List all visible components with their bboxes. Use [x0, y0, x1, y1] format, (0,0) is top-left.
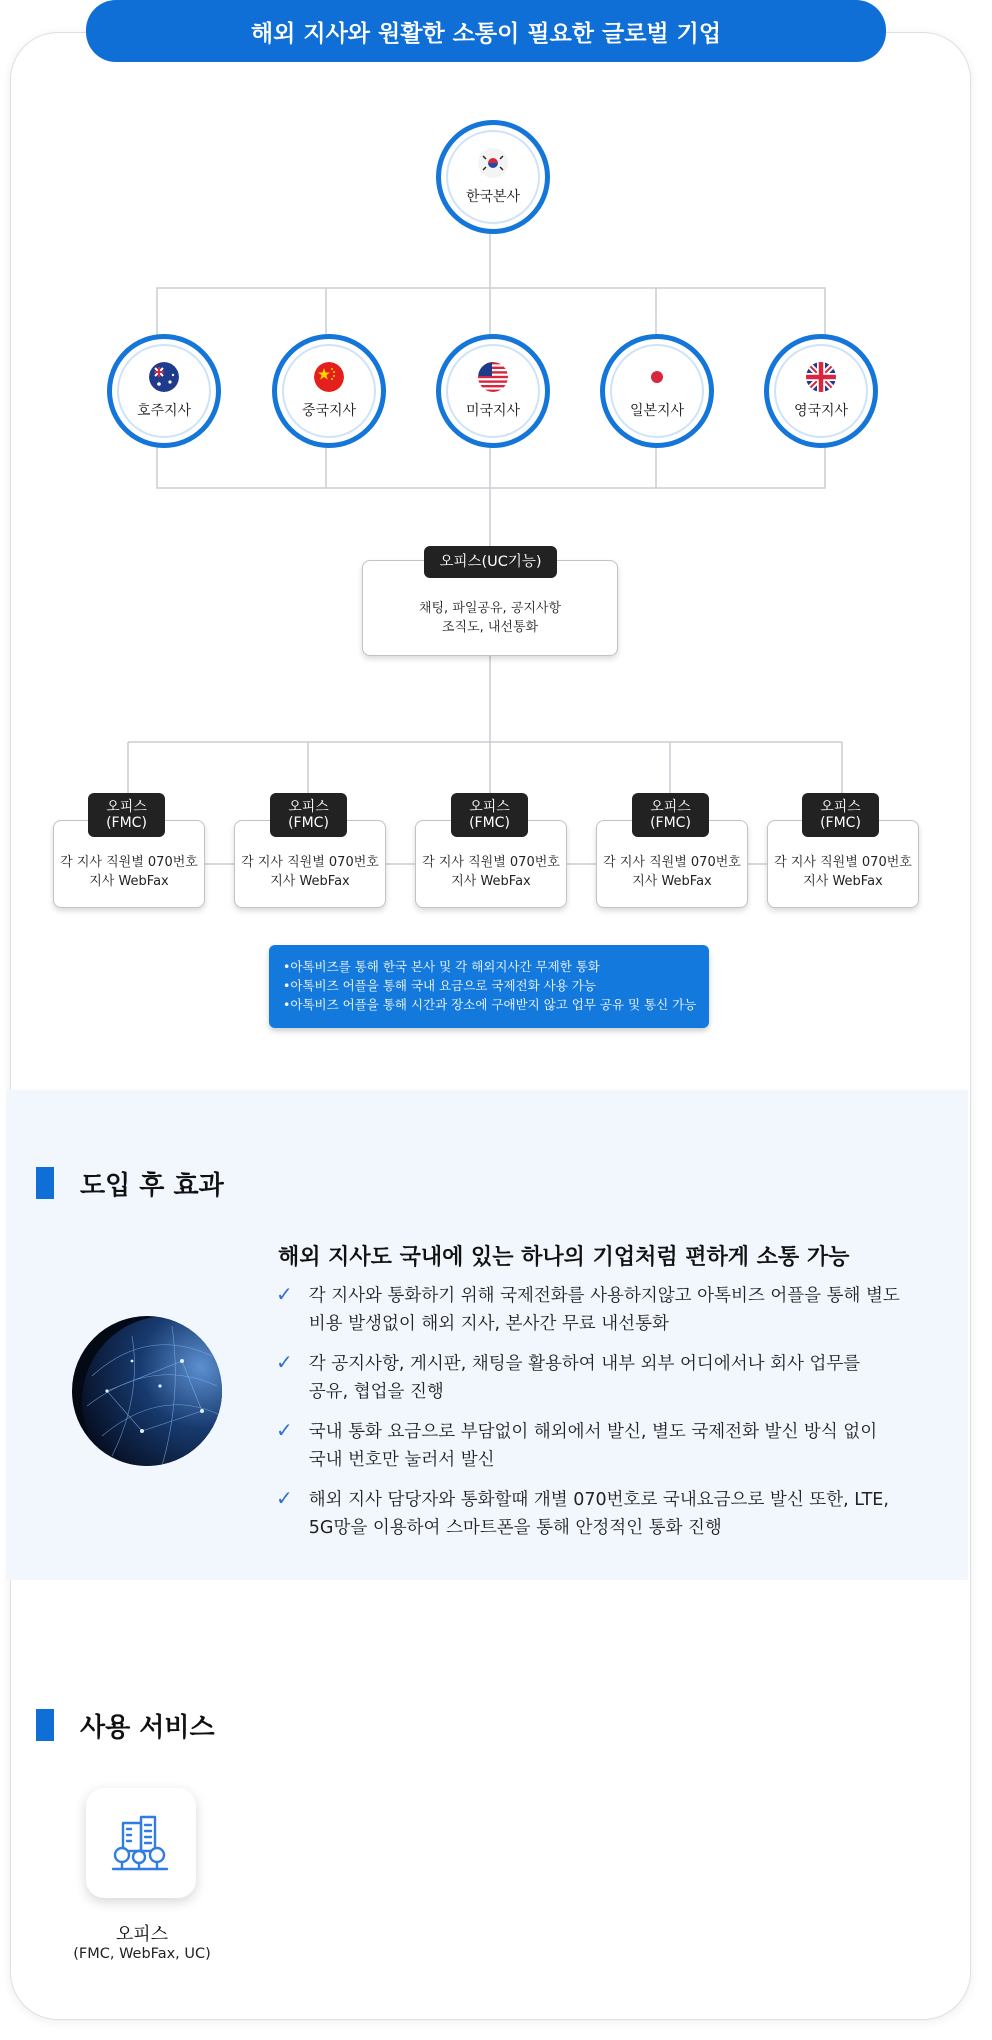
fmc-tag-line2: (FMC)	[469, 815, 510, 831]
list-item	[276, 1350, 916, 1406]
item-line2: 비용 발생없이 해외 지사, 본사간 무료 내선통화	[308, 1314, 669, 1334]
branch-node-uk	[764, 334, 878, 448]
fmc-tag-line1: 오피스	[469, 799, 510, 815]
hq-label: 한국본사	[465, 189, 521, 205]
service-section-title: 사용 서비스	[80, 1713, 215, 1743]
item-line2: 5G망을 이용하여 스마트폰을 통해 안정적인 통화 진행	[308, 1518, 722, 1538]
branch-node-china	[272, 334, 386, 448]
note-item: •아톡비즈 어플을 통해 시간과 장소에 구애받지 않고 업무 공유 및 통신 가능	[283, 997, 697, 1012]
branch-label: 호주지사	[136, 403, 192, 419]
item-line1: 각 공지사항, 게시판, 채팅을 활용하여 내부 외부 어디에서나 회사 업무를	[308, 1354, 861, 1374]
fmc-line1: 각 지사 직원별 070번호	[774, 855, 912, 870]
branch-node-usa	[436, 334, 550, 448]
uc-office-line1: 채팅, 파일공유, 공지사항	[418, 601, 562, 616]
branch-node-japan	[600, 334, 714, 448]
item-line1: 각 지사와 통화하기 위해 국제전화를 사용하지않고 아톡비즈 어플을 통해 별도	[308, 1286, 900, 1306]
usa-flag-icon	[478, 362, 508, 392]
fmc-tag-line1: 오피스	[650, 799, 691, 815]
fmc-tag-line2: (FMC)	[650, 815, 691, 831]
uc-office-tag: 오피스(UC기능)	[424, 546, 557, 578]
fmc-office-tag	[451, 793, 528, 837]
fmc-tag-line2: (FMC)	[106, 815, 147, 831]
feature-notes-box	[269, 945, 709, 1028]
fmc-line2: 지사 WebFax	[270, 874, 350, 889]
banner-title: 해외 지사와 원활한 소통이 필요한 글로벌 기업	[86, 0, 886, 62]
list-item	[276, 1418, 916, 1474]
effect-list	[276, 1282, 916, 1542]
fmc-line1: 각 지사 직원별 070번호	[60, 855, 198, 870]
fmc-line2: 지사 WebFax	[803, 874, 883, 889]
item-line2: 공유, 협업을 진행	[308, 1382, 444, 1402]
australia-flag-icon	[149, 362, 179, 392]
check-icon: ✓	[276, 1486, 293, 1510]
hq-node	[436, 120, 550, 234]
section-marker	[36, 1709, 54, 1741]
item-line2: 국내 번호만 눌러서 발신	[308, 1450, 495, 1470]
list-item	[276, 1282, 916, 1338]
branch-node-australia	[107, 334, 221, 448]
fmc-tag-line1: 오피스	[288, 799, 329, 815]
note-item: •아톡비즈를 통해 한국 본사 및 각 해외지사간 무제한 통화	[283, 959, 600, 974]
fmc-office-tag	[802, 793, 879, 837]
fmc-tag-line2: (FMC)	[288, 815, 329, 831]
fmc-tag-line2: (FMC)	[820, 815, 861, 831]
section-marker	[36, 1167, 54, 1199]
branch-label: 일본지사	[629, 403, 685, 419]
china-flag-icon	[314, 362, 344, 392]
japan-flag-icon	[642, 362, 672, 392]
office-building-icon	[109, 1813, 173, 1873]
service-detail: (FMC, WebFax, UC)	[73, 1946, 211, 1962]
branch-label: 영국지사	[793, 403, 849, 419]
fmc-line2: 지사 WebFax	[451, 874, 531, 889]
uk-flag-icon	[806, 362, 836, 392]
fmc-line2: 지사 WebFax	[89, 874, 169, 889]
globe-network-icon	[72, 1316, 222, 1466]
branch-label: 중국지사	[301, 403, 357, 419]
service-name: 오피스	[115, 1924, 169, 1945]
item-line1: 국내 통화 요금으로 부담없이 해외에서 발신, 별도 국제전화 발신 방식 없이	[308, 1422, 878, 1442]
fmc-tag-line1: 오피스	[820, 799, 861, 815]
effect-headline: 해외 지사도 국내에 있는 하나의 기업처럼 편하게 소통 가능	[278, 1245, 850, 1270]
korea-flag-icon	[478, 148, 508, 178]
effect-section-title: 도입 후 효과	[80, 1171, 224, 1201]
office-service-tile[interactable]	[86, 1788, 196, 1898]
fmc-office-tag	[88, 793, 165, 837]
fmc-tag-line1: 오피스	[106, 799, 147, 815]
check-icon: ✓	[276, 1282, 293, 1306]
note-item: •아톡비즈 어플을 통해 국내 요금으로 국제전화 사용 가능	[283, 978, 596, 993]
fmc-office-tag	[270, 793, 347, 837]
fmc-line2: 지사 WebFax	[632, 874, 712, 889]
item-line1: 해외 지사 담당자와 통화할때 개별 070번호로 국내요금으로 발신 또한, LTE,	[308, 1490, 889, 1510]
fmc-line1: 각 지사 직원별 070번호	[603, 855, 741, 870]
fmc-office-tag	[632, 793, 709, 837]
fmc-line1: 각 지사 직원별 070번호	[422, 855, 560, 870]
check-icon: ✓	[276, 1418, 293, 1442]
list-item	[276, 1486, 916, 1542]
check-icon: ✓	[276, 1350, 293, 1374]
fmc-line1: 각 지사 직원별 070번호	[241, 855, 379, 870]
branch-label: 미국지사	[465, 403, 521, 419]
office-service-caption	[52, 1920, 232, 1962]
uc-office-line2: 조직도, 내선통화	[441, 620, 539, 635]
